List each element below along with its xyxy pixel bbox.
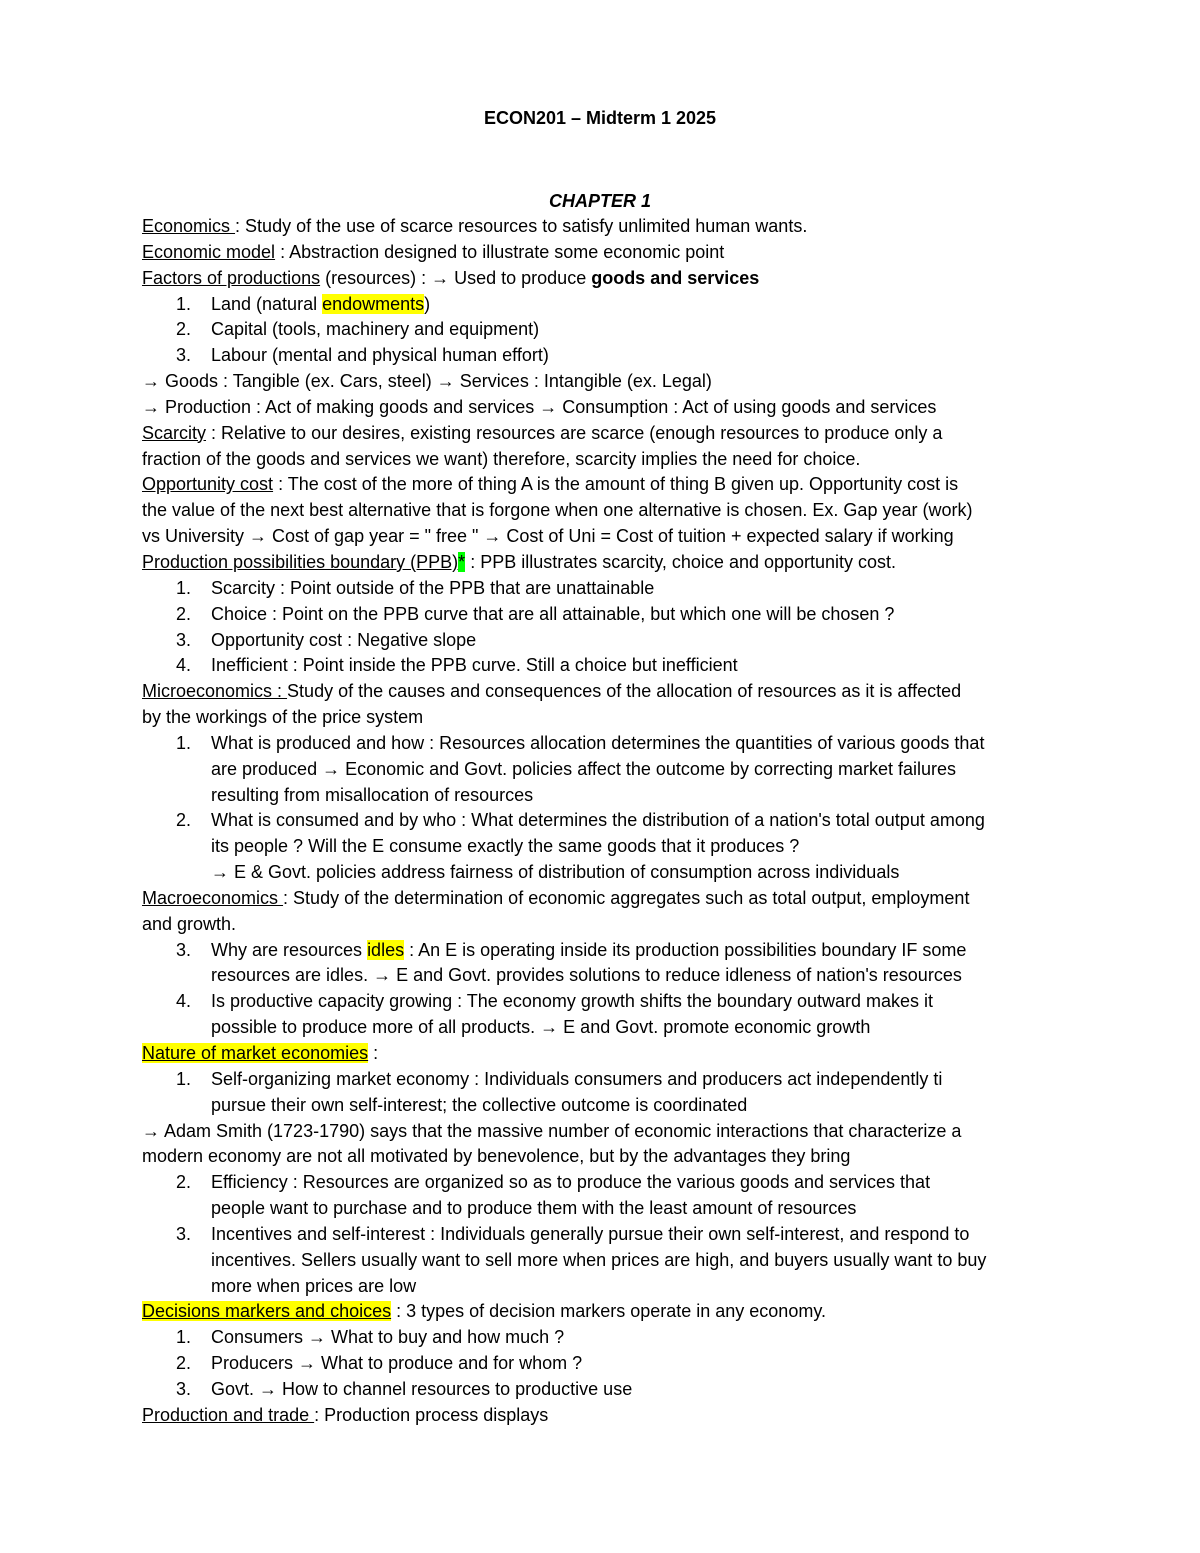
note-line: → Goods : Tangible (ex. Cars, steel) → Services : Intangible (ex. Legal) — [142, 371, 712, 392]
document-title: ECON201 – Midterm 1 2025 — [483, 108, 717, 128]
item-text: Choice : Point on the PPB curve that are all attainable, but which one will be chosen ? — [211, 603, 895, 624]
list-item-continued — [142, 1196, 1072, 1222]
item-text: ) — [424, 293, 431, 314]
item-text: Incentives and self-interest : Individuals generally pursue their own self-interest, and respond to — [211, 1223, 970, 1244]
item-text: incentives. Sellers usually want to sell more when prices are high, and buyers usually want to buy — [211, 1249, 987, 1270]
definition-factors-of-production — [142, 266, 1072, 292]
definition-scarcity — [142, 421, 1072, 447]
list-item — [142, 576, 1072, 602]
term: Scarcity — [142, 422, 207, 443]
term: Economics — [142, 216, 236, 236]
list-item — [142, 808, 1072, 834]
item-text: Govt. → How to channel resources to productive use — [211, 1378, 633, 1399]
list-item-continued — [142, 860, 1072, 886]
list-number: 3. — [176, 1223, 192, 1244]
item-text: Inefficient : Point inside the PPB curve. Still a choice but inefficient — [211, 655, 738, 676]
item-text: Land (natural — [211, 293, 323, 314]
definition-production-and-trade — [142, 1403, 1072, 1429]
definition-text: Study of the causes and consequences of the allocation of resources as it is affected — [287, 681, 962, 702]
list-number: 4. — [176, 655, 192, 676]
highlighted-text: idles — [367, 939, 405, 960]
item-text: are produced → Economic and Govt. policies affect the outcome by correcting market failures — [211, 758, 957, 779]
list-item — [142, 1351, 1072, 1377]
list-number: 2. — [176, 1172, 192, 1193]
list-number: 3. — [176, 1378, 192, 1399]
list-item — [142, 317, 1072, 343]
note-line: → Adam Smith (1723-1790) says that the massive number of economic interactions that characterize a — [142, 1120, 962, 1141]
chapter-heading: CHAPTER 1 — [548, 191, 651, 211]
list-item — [142, 1170, 1072, 1196]
list-item — [142, 653, 1072, 679]
definition-ppb — [142, 550, 1072, 576]
term: Production and trade — [142, 1404, 315, 1425]
list-item — [142, 1222, 1072, 1248]
list-item-continued — [142, 783, 1072, 809]
list-number: 1. — [176, 1068, 192, 1089]
asterisk-mark: * — [458, 551, 466, 572]
item-text: Capital (tools, machinery and equipment) — [211, 319, 540, 340]
list-number: 4. — [176, 991, 192, 1012]
definition-text: : PPB illustrates scarcity, choice and opportunity cost. — [465, 551, 897, 572]
list-number: 2. — [176, 603, 192, 624]
definition-text: : Production process displays — [314, 1404, 549, 1425]
note-line: fraction of the goods and services we want) therefore, scarcity implies the need for choice. — [142, 448, 861, 469]
definition-text: : Abstraction designed to illustrate some economic point — [275, 241, 725, 262]
highlighted-text: endowments — [322, 293, 425, 314]
list-item-continued — [142, 1015, 1072, 1041]
definition-microeconomics — [142, 679, 1072, 705]
note-line: modern economy are not all motivated by benevolence, but by the advantages they bring — [142, 1146, 851, 1167]
list-item — [142, 602, 1072, 628]
list-number: 2. — [176, 1353, 192, 1374]
definition-text: : The cost of the more of thing A is the amount of thing B given up. Opportunity cost is — [273, 474, 959, 495]
list-item — [142, 1325, 1072, 1351]
definition-text: : Relative to our desires, existing resources are scarce (enough resources to produce only a — [206, 422, 943, 443]
list-item — [142, 343, 1072, 369]
definition-text: : Study of the use of scarce resources to satisfy unlimited human wants. — [235, 216, 808, 236]
list-item-continued — [142, 963, 1072, 989]
item-text: Producers → What to produce and for whom ? — [211, 1353, 583, 1374]
list-number: 2. — [176, 810, 192, 831]
item-text: Scarcity : Point outside of the PPB that are unattainable — [211, 577, 655, 598]
term: Economic model — [142, 241, 276, 262]
term: Factors of productions — [142, 267, 321, 288]
list-number: 3. — [176, 629, 192, 650]
definition-text: : Study of the determination of economic aggregates such as total output, employment — [283, 887, 970, 908]
note-line: and growth. — [142, 913, 237, 934]
note-line: the value of the next best alternative that is forgone when one alternative is chosen. Ex. Gap year (work) — [142, 500, 973, 521]
list-number: 3. — [176, 939, 192, 960]
list-item-continued — [142, 1274, 1072, 1300]
list-number: 3. — [176, 345, 192, 366]
list-number: 1. — [176, 1327, 192, 1348]
item-text: Opportunity cost : Negative slope — [211, 629, 477, 650]
list-number: 1. — [176, 732, 192, 753]
definition-text: : — [368, 1043, 379, 1063]
item-text: Why are resources — [211, 939, 368, 960]
item-text: What is consumed and by who : What determines the distribution of a nation's total output among — [211, 810, 985, 831]
item-text: Consumers → What to buy and how much ? — [211, 1327, 565, 1348]
item-text: Efficiency : Resources are organized so as to produce the various goods and services that — [211, 1172, 931, 1193]
note-line: vs University → Cost of gap year = " free " → Cost of Uni = Cost of tuition + expected salary if working — [142, 526, 954, 547]
list-item — [142, 628, 1072, 654]
definition-opportunity-cost — [142, 472, 1072, 498]
notes-body — [142, 214, 1072, 1429]
definition-economics — [142, 214, 1072, 240]
list-item — [142, 938, 1072, 964]
heading-decision-makers — [142, 1299, 1072, 1325]
note-line: → Production : Act of making goods and services → Consumption : Act of using goods and services — [142, 396, 937, 417]
list-item — [142, 731, 1072, 757]
item-text: pursue their own self-interest; the collective outcome is coordinated — [211, 1094, 748, 1115]
item-text: its people ? Will the E consume exactly the same goods that it produces ? — [211, 836, 800, 857]
term: Macroeconomics — [142, 887, 284, 908]
item-text: resources are idles. → E and Govt. provides solutions to reduce idleness of nation's resources — [211, 965, 962, 986]
term: Production possibilities boundary (PPB) — [142, 551, 459, 572]
term: Opportunity cost — [142, 474, 274, 495]
item-text: Self-organizing market economy : Individuals consumers and producers act independently ti — [211, 1068, 943, 1089]
item-text: : An E is operating inside its production possibilities boundary IF some — [404, 939, 967, 960]
list-item — [142, 292, 1072, 318]
list-item — [142, 1067, 1072, 1093]
item-text: Is productive capacity growing : The economy growth shifts the boundary outward makes it — [211, 991, 934, 1012]
item-text: Labour (mental and physical human effort) — [211, 345, 549, 366]
list-number: 1. — [176, 577, 192, 598]
list-item-continued — [142, 834, 1072, 860]
list-number: 2. — [176, 319, 192, 340]
term: Microeconomics : — [142, 681, 288, 702]
list-number: 1. — [176, 293, 192, 314]
item-text: resulting from misallocation of resources — [211, 784, 534, 805]
item-text: people want to purchase and to produce them with the least amount of resources — [211, 1198, 857, 1219]
definition-macroeconomics — [142, 886, 1072, 912]
list-item — [142, 989, 1072, 1015]
term: Decisions markers and choices — [142, 1301, 392, 1322]
term: Nature of market economies — [142, 1043, 369, 1063]
list-item-continued — [142, 1093, 1072, 1119]
item-text: What is produced and how : Resources allocation determines the quantities of various goods that — [211, 732, 985, 753]
heading-nature-of-market-economies — [142, 1041, 1072, 1067]
list-item — [142, 1377, 1072, 1403]
definition-text: : 3 types of decision markers operate in any economy. — [391, 1301, 826, 1322]
item-text: more when prices are low — [211, 1275, 417, 1296]
bold-text: goods and services — [591, 267, 760, 288]
list-item-continued — [142, 757, 1072, 783]
definition-economic-model — [142, 240, 1072, 266]
note-line: by the workings of the price system — [142, 707, 424, 728]
item-text: → E & Govt. policies address fairness of distribution of consumption across individuals — [211, 862, 900, 883]
item-text: possible to produce more of all products. → E and Govt. promote economic growth — [211, 1017, 871, 1038]
list-item-continued — [142, 1248, 1072, 1274]
definition-text: (resources) : → Used to produce — [320, 267, 592, 288]
